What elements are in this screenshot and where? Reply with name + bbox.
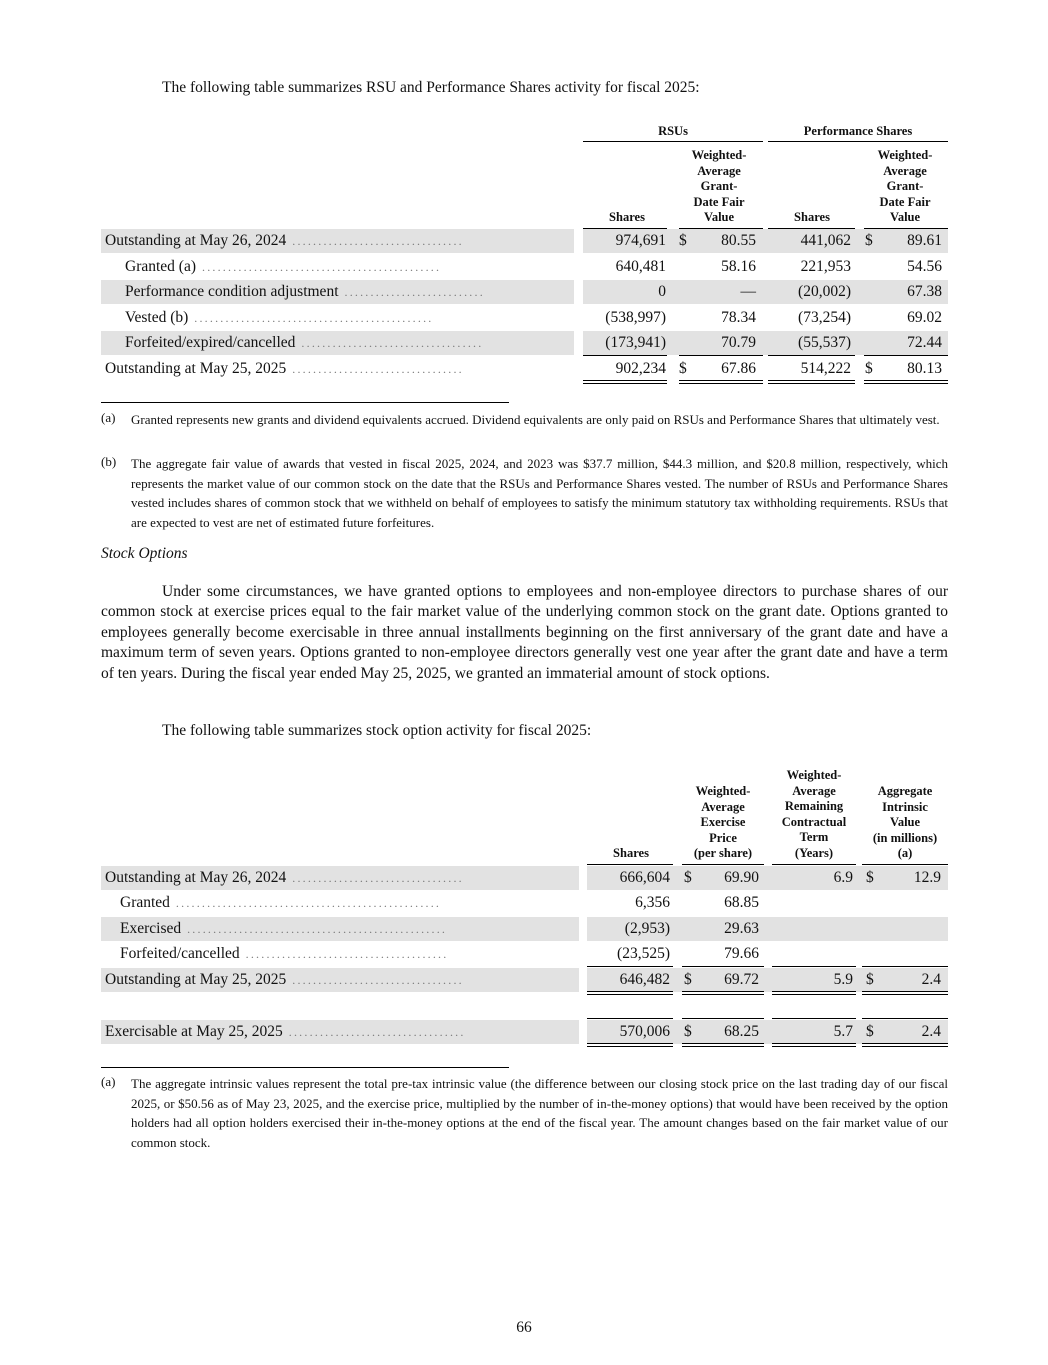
table-row: Outstanding at May 25, 2025 ................................. 902,234 $ 67.86 514,222 $ 80.13 [105, 360, 942, 377]
table-row: Outstanding at May 26, 2024 ................................. 974,691 $ 80.55 441,062 $ 89.61 [101, 229, 948, 253]
table-row: Granted ................................................... 6,356 68.85 [120, 894, 759, 911]
table-row: Exercisable at May 25, 2025 .................................. 570,006 $ 68.25 5.7 $ 2.4 [101, 1020, 948, 1044]
rsu-intro: The following table summarizes RSU and Performance Shares activity for fiscal 2025: [162, 79, 700, 96]
option-footnote: The aggregate intrinsic values represent the total pre-tax intrinsic value (the difference between our closing stock price on the last trading day of our fiscal 2025, or $50.56 as of May 23, 2025, and the exercise price, multiplied by the number of in-the-money options) that would have been received by the option holders had all option holders exercised their in-the-money options at the end of the fiscal year. The amount changes based on the fair market value of our common stock. [131, 1076, 948, 1150]
option-col-shares: Shares [613, 846, 649, 860]
table-row: Granted (a) .............................................. 640,481 58.16 221,953 54.56 [125, 258, 942, 275]
rsu-group-header: RSUs [658, 124, 688, 138]
table-row: Vested (b) .............................................. (538,997) 78.34 (73,254) 69.02 [125, 309, 942, 326]
option-footnote-mark: (a) [101, 1074, 116, 1089]
table-row: Exercised .................................................. (2,953) 29.63 [101, 917, 948, 941]
table-row: Outstanding at May 25, 2025 ................................. 646,482 $ 69.72 5.9 $ 2.4 [101, 968, 948, 992]
perf-col-wa-value: Weighted- Average Grant- Date Fair Value [877, 148, 933, 224]
stock-options-heading: Stock Options [101, 545, 188, 562]
option-col-price: Weighted- Average Exercise Price (per share) [693, 784, 753, 860]
table-row: Forfeited/expired/cancelled ................................... (173,941) 70.79 (55,537) 72.44 [101, 331, 948, 355]
rsu-col-wa-value: Weighted- Average Grant- Date Fair Value [691, 148, 747, 224]
stock-options-paragraph: Under some circumstances, we have granted options to employees and non-employee directors to purchase shares of our common stock at exercise prices equal to the fair market value of the underlying common stock on the grant date. Options granted to employees generally become exercisable in three annual installments beginning on the first anniversary of the grant date and have a maximum term of seven years. Options granted to non-employee directors generally vest one year after the grant date and have a term of ten years. During the fiscal year ended May 25, 2025, we granted an immaterial amount of stock options. [101, 583, 948, 682]
table-row: Forfeited/cancelled ....................................... (23,525) 79.66 [120, 945, 759, 962]
perf-col-shares: Shares [794, 210, 830, 224]
page-number: 66 [516, 1319, 532, 1336]
footnote-b: The aggregate fair value of awards that vested in fiscal 2025, 2024, and 2023 was $37.7 million, $44.3 million, and $20.8 million, respectively, which represents the market value of our common stock on the date that the RSUs and Performance Shares vested. The number of RSUs and Performance Shares vested includes shares of common stock that we withheld on behalf of employees to satisfy the minimum statutory tax withholding requirements. RSUs that are expected to vest are net of estimated future forfeitures. [131, 456, 948, 530]
footnote-mark-a: (a) [101, 410, 116, 425]
rsu-col-shares: Shares [609, 210, 645, 224]
option-intro: The following table summarizes stock option activity for fiscal 2025: [162, 722, 592, 739]
perf-group-header: Performance Shares [803, 124, 913, 138]
option-col-term: Weighted- Average Remaining Contractual Term (Years) [781, 768, 847, 860]
table-row: Performance condition adjustment ........................... 0 — (20,002) 67.38 [101, 280, 948, 304]
option-col-intrinsic: Aggregate Intrinsic Value (in millions) (a) [872, 784, 938, 860]
footnote-mark-b: (b) [101, 454, 117, 469]
footnote-a: Granted represents new grants and dividend equivalents accrued. Dividend equivalents are only paid on RSUs and Performance Shares that ultimately vest. [131, 412, 940, 427]
table-row: Outstanding at May 26, 2024 ................................. 666,604 $ 69.90 6.9 $ 12.9 [101, 866, 948, 890]
